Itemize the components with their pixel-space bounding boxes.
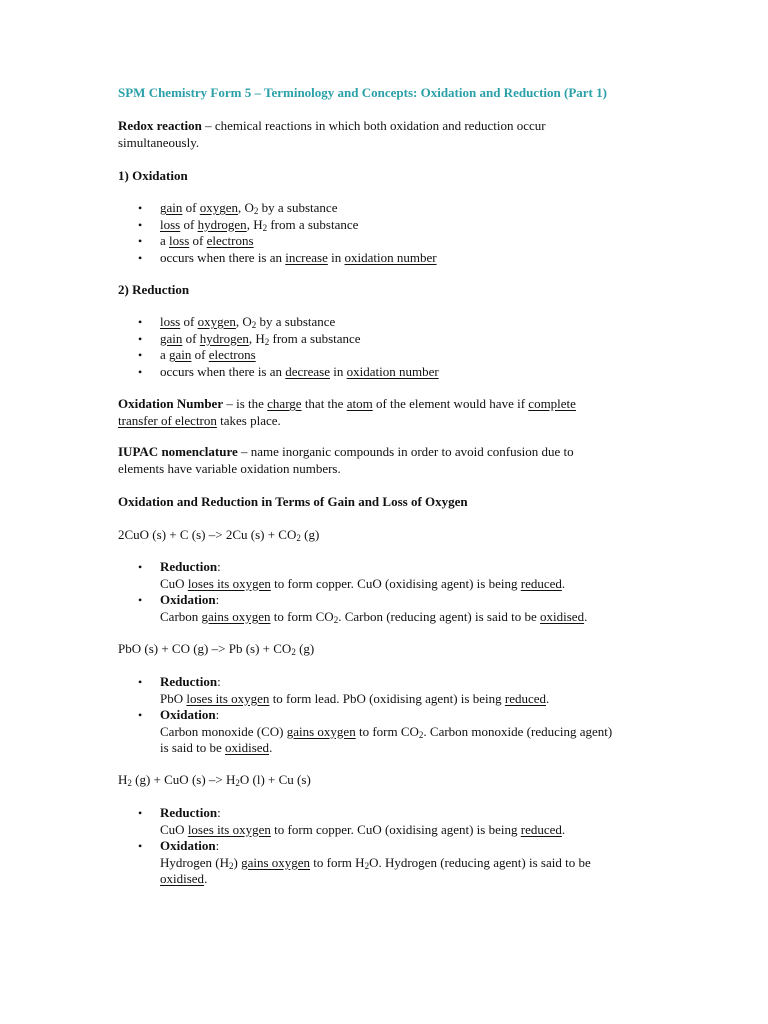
equation-1 (118, 527, 658, 544)
underlined-term: oxidation number (346, 363, 439, 379)
underlined-term: gains oxygen (201, 608, 271, 624)
text: in (327, 249, 345, 265)
text: CuO (160, 575, 188, 591)
list-item (118, 314, 658, 331)
underlined-term: decrease (285, 363, 331, 379)
text: of (180, 314, 198, 329)
text: of (180, 216, 198, 232)
list-item (118, 250, 658, 267)
oxnum-term: Oxidation Number (118, 396, 224, 411)
underlined-term: oxidation number (344, 249, 437, 265)
section-heading (118, 494, 658, 511)
underlined-term: gain (160, 200, 183, 215)
text: . (269, 740, 273, 755)
subscript: 2 (235, 778, 240, 788)
text: (g) (295, 641, 315, 656)
text: from a substance (269, 330, 361, 346)
text: occurs when there is an (160, 249, 286, 265)
text: of (191, 347, 209, 362)
text: O. Hydrogen (reducing agent) is said to be (369, 854, 591, 870)
text: elements have variable oxidation numbers. (118, 460, 341, 476)
underlined-term: loses its oxygen (187, 821, 271, 837)
text: . (561, 575, 566, 591)
text: by a substance (258, 200, 338, 215)
underlined-term: oxygen (197, 314, 236, 329)
underlined-term: loses its oxygen (187, 575, 271, 591)
text: . Carbon (reducing agent) is said to be (338, 608, 541, 624)
reduction-heading (118, 282, 658, 299)
text: a (160, 233, 170, 248)
text: to form CO (355, 723, 419, 739)
text: of (182, 330, 200, 346)
oxidation-label: Oxidation (160, 707, 216, 722)
subscript: 2 (364, 860, 370, 871)
text: is said to be (160, 740, 225, 755)
list-item (118, 592, 658, 625)
reduction-heading-text: 2) Reduction (118, 282, 190, 297)
underlined-term: oxidised (160, 871, 205, 886)
underlined-term: charge (267, 396, 302, 411)
text: O (l) + Cu (s) (239, 772, 311, 787)
reduction-label: Reduction (160, 805, 218, 820)
equation-2-notes (118, 674, 658, 757)
underlined-term: reduced (520, 821, 562, 837)
reduction-label: Reduction (160, 559, 218, 574)
underlined-term: gains oxygen (241, 854, 311, 870)
text: by a substance (256, 314, 336, 329)
subscript: 2 (228, 860, 234, 871)
section-heading-text: Oxidation and Reduction in Terms of Gain and Loss of Oxygen (118, 494, 468, 509)
underlined-term: hydrogen (199, 330, 249, 346)
underlined-term: loss (169, 233, 190, 248)
underlined-term: oxygen (199, 200, 239, 215)
text: to form lead. PbO (oxidising agent) is being (269, 690, 505, 706)
underlined-term: transfer of electron (118, 412, 217, 428)
oxidation-number-definition (118, 396, 658, 429)
subscript: 2 (264, 336, 270, 347)
text: : (217, 805, 221, 820)
text: : (217, 559, 221, 574)
list-item (118, 805, 658, 838)
underlined-term: oxidised (540, 608, 585, 624)
text: in (330, 363, 347, 379)
subscript: 2 (418, 729, 424, 740)
text: to form copper. CuO (oxidising agent) is being (270, 575, 521, 591)
text: . Carbon monoxide (reducing agent) (423, 723, 613, 739)
underlined-term: hydrogen (197, 216, 247, 232)
text: 2CuO (s) + C (s) –> 2Cu (s) + CO (118, 527, 297, 542)
text: : (215, 592, 220, 607)
underlined-term: loses its oxygen (186, 690, 270, 706)
underlined-term: oxidised (225, 740, 270, 755)
text: of (189, 233, 207, 248)
subscript: 2 (127, 778, 132, 788)
underlined-term: gain (160, 330, 183, 346)
text: H (118, 772, 128, 787)
underlined-term: reduced (504, 690, 546, 706)
underlined-term: electrons (206, 233, 254, 248)
text: that the (301, 396, 347, 411)
text: PbO (s) + CO (g) –> Pb (s) + CO (118, 641, 292, 656)
underlined-term: atom (346, 396, 373, 411)
text: – name inorganic compounds in order to avoid confusion due to (237, 444, 574, 459)
reduction-label: Reduction (160, 674, 218, 689)
list-item (118, 347, 658, 364)
text: Carbon (160, 608, 202, 624)
underlined-term: electrons (208, 347, 256, 362)
text: to form CO (270, 608, 334, 624)
reduction-list (118, 314, 658, 380)
list-item (118, 674, 658, 707)
oxidation-list (118, 200, 658, 266)
text: : (215, 838, 220, 853)
text: to form H (310, 854, 365, 870)
text: from a substance (267, 216, 359, 232)
text: a (160, 347, 170, 362)
text: , O (238, 200, 254, 215)
text: . (204, 871, 208, 886)
redox-definition (118, 118, 658, 151)
text: : (217, 674, 221, 689)
oxidation-label: Oxidation (160, 838, 216, 853)
text: of the element would have if (372, 396, 529, 411)
subscript: 2 (262, 222, 268, 233)
redox-def-text: – chemical reactions in which both oxidation and reduction occur (201, 118, 546, 133)
underlined-term: loss (160, 314, 181, 329)
text: of (182, 200, 200, 215)
equation-3 (118, 772, 658, 789)
equation-2 (118, 641, 658, 658)
list-item (118, 707, 658, 757)
text: , H (248, 330, 265, 346)
oxidation-label: Oxidation (160, 592, 216, 607)
redox-def-text-2: simultaneously. (118, 134, 200, 150)
text: (g) (300, 527, 320, 542)
text: PbO (160, 690, 187, 706)
text: : (215, 707, 220, 722)
oxidation-heading-text: 1) Oxidation (118, 168, 188, 183)
underlined-term: loss (160, 216, 181, 232)
underlined-term: reduced (520, 575, 562, 591)
page-title: SPM Chemistry Form 5 – Terminology and Concepts: Oxidation and Reduction (Part 1) (118, 85, 607, 100)
underlined-term: complete (528, 396, 576, 411)
subscript: 2 (291, 647, 296, 657)
text: takes place. (216, 412, 281, 428)
text: CuO (160, 821, 188, 837)
subscript: 2 (296, 533, 301, 543)
oxidation-heading (118, 168, 658, 185)
list-item (118, 233, 658, 250)
underlined-term: gains oxygen (286, 723, 356, 739)
text: , O (235, 314, 252, 329)
list-item (118, 200, 658, 217)
list-item (118, 331, 658, 348)
text: , H (246, 216, 263, 232)
equation-1-notes (118, 559, 658, 625)
iupac-definition (118, 444, 658, 477)
list-item (118, 217, 658, 234)
text: . (546, 690, 550, 706)
text: (g) + CuO (s) –> H (131, 772, 236, 787)
text: to form copper. CuO (oxidising agent) is being (270, 821, 521, 837)
text: ) (233, 854, 242, 870)
text: – is the (223, 396, 268, 411)
redox-term: Redox reaction (118, 118, 202, 133)
text: . (561, 821, 566, 837)
list-item (118, 559, 658, 592)
subscript: 2 (253, 206, 259, 216)
text: occurs when there is an (160, 363, 286, 379)
subscript: 2 (333, 614, 339, 625)
list-item (118, 364, 658, 381)
text: Hydrogen (H (160, 854, 229, 870)
equation-3-notes (118, 805, 658, 888)
iupac-term: IUPAC nomenclature (118, 444, 238, 459)
underlined-term: gain (169, 347, 192, 362)
text: . (584, 608, 588, 624)
underlined-term: increase (285, 249, 328, 265)
subscript: 2 (251, 320, 257, 330)
text: Carbon monoxide (CO) (160, 723, 287, 739)
list-item (118, 838, 658, 888)
